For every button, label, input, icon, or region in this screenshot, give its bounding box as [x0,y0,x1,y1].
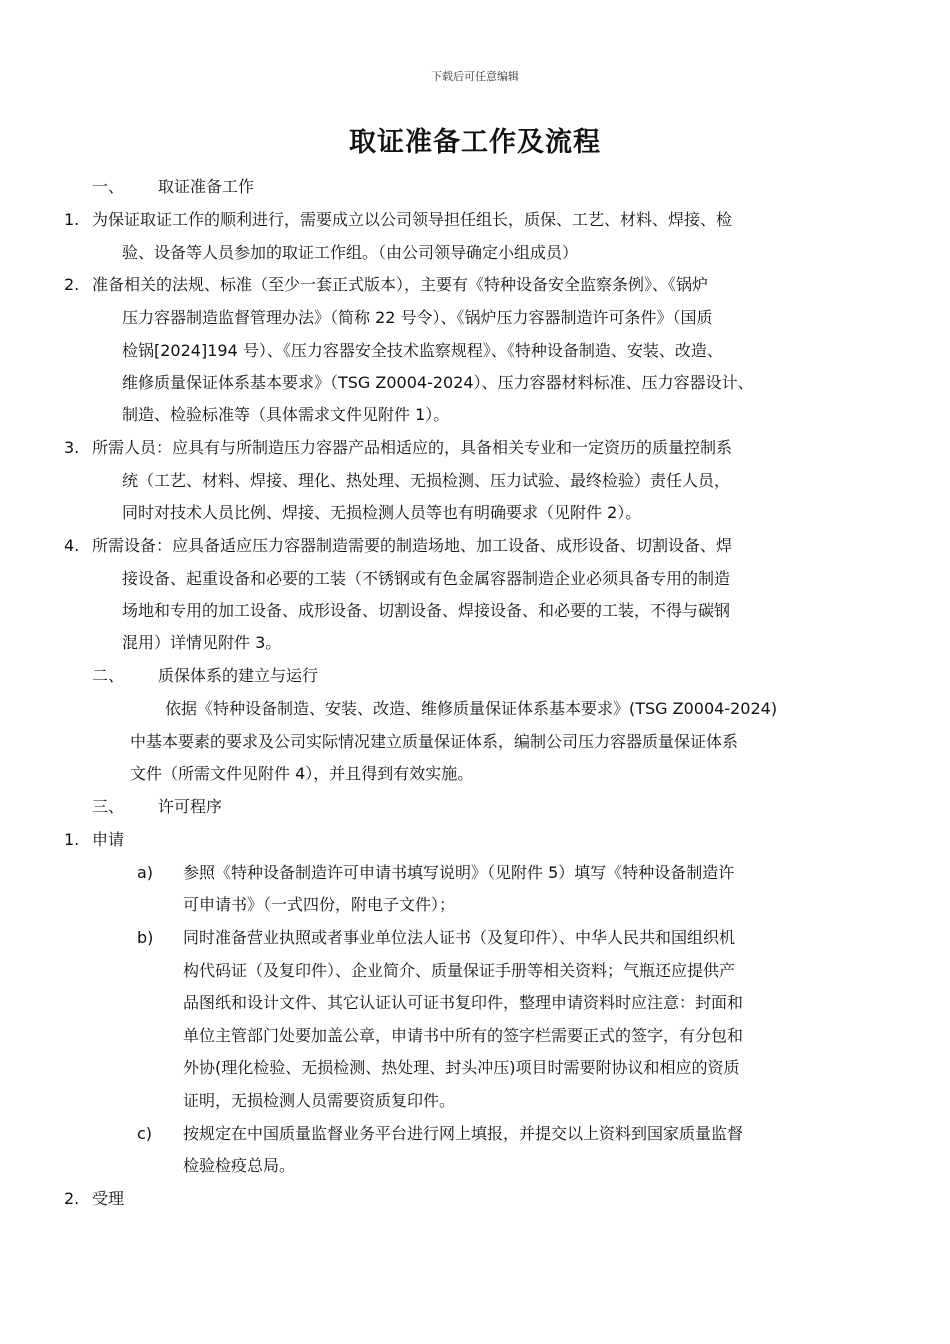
item-4-number: 4. [64,536,80,555]
page-header: 下载后可任意编辑 [431,70,519,83]
item-1-line-1: 为保证取证工作的顺利进行，需要成立以公司领导担任组长，质保、工艺、材料、焊接、检 [92,210,733,229]
item-3-number: 3. [64,438,80,457]
subitem-b-line-5: 外协(理化检验、无损检测、热处理、封头冲压)项目时需要附协议和相应的资质 [183,1058,740,1077]
item-1-number: 1. [64,210,80,229]
item-3-line-3: 同时对技术人员比例、焊接、无损检测人员等也有明确要求（见附件 2）。 [122,503,642,522]
subitem-b-number: b) [137,928,154,947]
subitem-b-line-1: 同时准备营业执照或者事业单位法人证书（及复印件）、中华人民共和国组织机 [183,928,736,947]
item-4-line-2: 接设备、起重设备和必要的工装（不锈钢或有色金属容器制造企业必须具备专用的制造 [122,569,731,588]
subitem-b-line-6: 证明，无损检测人员需要资质复印件。 [183,1091,456,1110]
subitem-b-line-2: 构代码证（及复印件）、企业简介、质量保证手册等相关资料；气瓶还应提供产 [183,961,736,980]
section-1-heading: 取证准备工作 [158,177,255,196]
item-2-line-5: 制造、检验标准等（具体需求文件见附件 1）。 [122,405,450,424]
section-3-heading: 许可程序 [158,797,223,816]
section-1-number: 一、 [92,177,125,196]
section-2-line-2: 中基本要素的要求及公司实际情况建立质量保证体系，编制公司压力容器质量保证体系 [130,732,739,751]
item-4-line-4: 混用）详情见附件 3。 [122,633,282,652]
item-2-line-3: 检锅[2024]194 号）、《压力容器安全技术监察规程》、《特种设备制造、安装、改造、 [122,341,723,360]
item-2-line-2: 压力容器制造监督管理办法》（简称 22 号令）、《锅炉压力容器制造许可条件》（国质 [122,308,713,327]
section-2-line-3: 文件（所需文件见附件 4），并且得到有效实施。 [130,764,474,783]
section-2-heading: 质保体系的建立与运行 [158,666,319,685]
section-2-number: 二、 [92,666,125,685]
subitem-b-line-4: 单位主管部门处要加盖公章，申请书中所有的签字栏需要正式的签字，有分包和 [183,1026,744,1045]
subitem-a-number: a) [137,863,154,882]
item-4-line-1: 所需设备：应具备适应压力容器制造需要的制造场地、加工设备、成形设备、切割设备、焊 [92,536,733,555]
step-2-label: 受理 [92,1189,125,1208]
item-4-line-3: 场地和专用的加工设备、成形设备、切割设备、焊接设备、和必要的工装，不得与碳钢 [122,601,731,620]
subitem-a-line-2: 可申请书》（一式四份，附电子文件）； [183,895,456,914]
item-2-line-1: 准备相关的法规、标准（至少一套正式版本），主要有《特种设备安全监察条例》、《锅炉 [92,275,709,294]
step-1-label: 申请 [92,830,125,849]
section-3-number: 三、 [92,797,125,816]
item-3-line-1: 所需人员：应具有与所制造压力容器产品相适应的，具备相关专业和一定资历的质量控制系 [92,438,733,457]
section-2-line-1: 依据《特种设备制造、安装、改造、维修质量保证体系基本要求》(TSG Z0004-2024) [165,699,778,718]
item-2-number: 2. [64,275,80,294]
subitem-c-line-2: 检验检疫总局。 [183,1156,296,1175]
subitem-a-line-1: 参照《特种设备制造许可申请书填写说明》（见附件 5）填写《特种设备制造许 [183,863,735,882]
subitem-c-line-1: 按规定在中国质量监督业务平台进行网上填报，并提交以上资料到国家质量监督 [183,1124,744,1143]
step-1-number: 1. [64,830,80,849]
item-1-line-2: 验、设备等人员参加的取证工作组。（由公司领导确定小组成员） [122,243,579,262]
item-3-line-2: 统（工艺、材料、焊接、理化、热处理、无损检测、压力试验、最终检验）责任人员， [122,471,731,490]
document-title: 取证准备工作及流程 [349,127,601,158]
subitem-c-number: c) [137,1124,153,1143]
item-2-line-4: 维修质量保证体系基本要求》（TSG Z0004-2024）、压力容器材料标准、压力容器设计、 [122,373,754,392]
step-2-number: 2. [64,1189,80,1208]
subitem-b-line-3: 品图纸和设计文件、其它认证认可证书复印件，整理申请资料时应注意：封面和 [183,993,744,1012]
